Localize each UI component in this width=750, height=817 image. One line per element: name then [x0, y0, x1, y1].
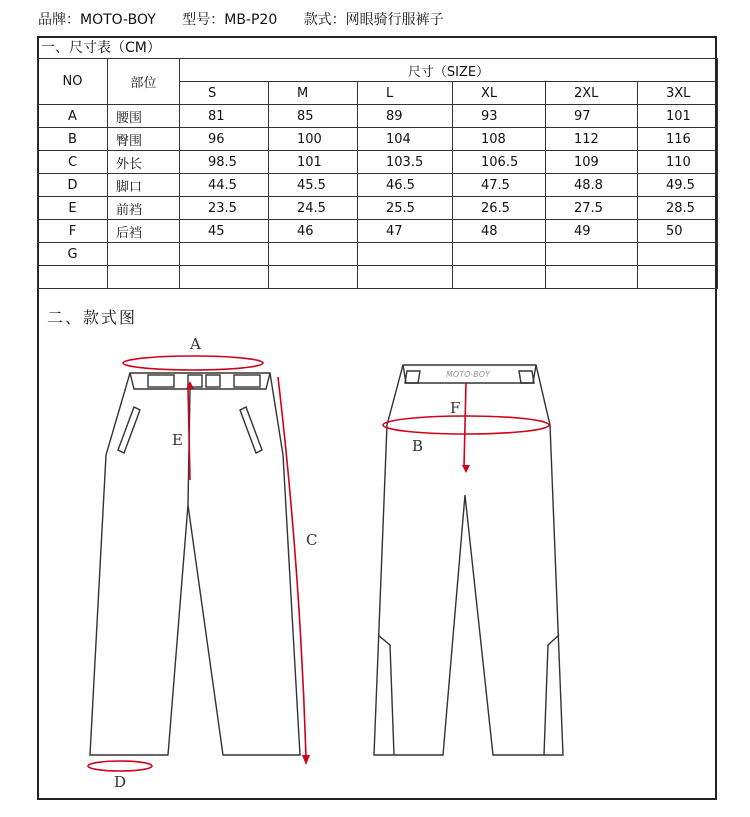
- row-part: 外长: [108, 151, 180, 174]
- size-header-xl: XL: [453, 82, 546, 105]
- back-pants-outline: [374, 365, 563, 755]
- label-e: E: [172, 431, 183, 449]
- row-no: D: [38, 174, 108, 197]
- row-no: C: [38, 151, 108, 174]
- size-value-cell: 28.5: [638, 197, 718, 220]
- size-table: [37, 58, 718, 289]
- size-value-cell: 101: [269, 151, 358, 174]
- size-value-cell: [180, 266, 269, 289]
- row-part: 腰围: [108, 105, 180, 128]
- size-value-cell: 49: [546, 220, 638, 243]
- label-a: A: [190, 335, 201, 353]
- size-header-s: S: [180, 82, 269, 105]
- row-part: 脚口: [108, 174, 180, 197]
- size-value-cell: 48.8: [546, 174, 638, 197]
- table-row: [38, 105, 718, 128]
- row-part: 臀围: [108, 128, 180, 151]
- size-value-cell: 49.5: [638, 174, 718, 197]
- header-part: 部位: [108, 59, 180, 105]
- size-value-cell: 112: [546, 128, 638, 151]
- size-value-cell: 96: [180, 128, 269, 151]
- back-rise-measure-line: [464, 383, 466, 467]
- row-no: [38, 266, 108, 289]
- size-value-cell: [269, 243, 358, 266]
- size-header-m: M: [269, 82, 358, 105]
- size-value-cell: 23.5: [180, 197, 269, 220]
- row-no: G: [38, 243, 108, 266]
- row-part: 前裆: [108, 197, 180, 220]
- back-logo: MOTO-BOY: [446, 370, 490, 379]
- size-value-cell: 101: [638, 105, 718, 128]
- size-value-cell: 85: [269, 105, 358, 128]
- size-value-cell: 46: [269, 220, 358, 243]
- size-value-cell: 104: [358, 128, 453, 151]
- label-b: B: [412, 437, 424, 455]
- size-value-cell: [358, 266, 453, 289]
- front-pants-outline: [90, 373, 300, 755]
- label-d: D: [114, 773, 127, 791]
- size-value-cell: [638, 243, 718, 266]
- table-row: [38, 174, 718, 197]
- size-value-cell: 93: [453, 105, 546, 128]
- size-value-cell: [269, 266, 358, 289]
- size-value-cell: 26.5: [453, 197, 546, 220]
- row-part: 后裆: [108, 220, 180, 243]
- size-value-cell: 89: [358, 105, 453, 128]
- style-diagram-title: 二、款式图: [47, 308, 138, 327]
- size-value-cell: [638, 266, 718, 289]
- label-f: F: [450, 399, 461, 417]
- row-no: E: [38, 197, 108, 220]
- size-value-cell: 106.5: [453, 151, 546, 174]
- size-value-cell: 108: [453, 128, 546, 151]
- size-value-cell: 116: [638, 128, 718, 151]
- model-label: 型号：MB-P20: [182, 12, 278, 28]
- waist-measure-line: [123, 356, 263, 370]
- row-part: [108, 243, 180, 266]
- size-value-cell: 81: [180, 105, 269, 128]
- size-value-cell: 47.5: [453, 174, 546, 197]
- table-row: [38, 151, 718, 174]
- hip-measure-line: [383, 416, 549, 434]
- size-value-cell: 98.5: [180, 151, 269, 174]
- table-row: [38, 243, 718, 266]
- size-value-cell: [546, 266, 638, 289]
- size-value-cell: [546, 243, 638, 266]
- size-value-cell: [180, 243, 269, 266]
- row-no: B: [38, 128, 108, 151]
- size-value-cell: 24.5: [269, 197, 358, 220]
- label-c: C: [306, 531, 318, 549]
- hem-measure-line: [88, 761, 152, 771]
- size-value-cell: 45.5: [269, 174, 358, 197]
- brand-label: 品牌：MOTO-BOY: [38, 12, 156, 28]
- header-no: NO: [38, 59, 108, 105]
- size-value-cell: 47: [358, 220, 453, 243]
- size-value-cell: 48: [453, 220, 546, 243]
- size-value-cell: 44.5: [180, 174, 269, 197]
- header-size-group: 尺寸（SIZE）: [180, 59, 718, 82]
- size-value-cell: 103.5: [358, 151, 453, 174]
- row-no: F: [38, 220, 108, 243]
- size-value-cell: 97: [546, 105, 638, 128]
- table-row: [38, 128, 718, 151]
- size-value-cell: [453, 243, 546, 266]
- product-header: [38, 9, 466, 29]
- size-value-cell: 46.5: [358, 174, 453, 197]
- size-value-cell: 25.5: [358, 197, 453, 220]
- size-value-cell: 27.5: [546, 197, 638, 220]
- row-part: [108, 266, 180, 289]
- size-header-3xl: 3XL: [638, 82, 718, 105]
- size-value-cell: 109: [546, 151, 638, 174]
- size-header-2xl: 2XL: [546, 82, 638, 105]
- style-label: 款式：网眼骑行服裤子: [303, 12, 444, 28]
- table-row: [38, 220, 718, 243]
- size-value-cell: [358, 243, 453, 266]
- size-header-l: L: [358, 82, 453, 105]
- size-value-cell: [453, 266, 546, 289]
- size-value-cell: 100: [269, 128, 358, 151]
- outseam-measure-line: [278, 377, 306, 757]
- pants-diagram: [38, 325, 714, 795]
- table-row: [38, 197, 718, 220]
- size-value-cell: 45: [180, 220, 269, 243]
- size-chart-title: 一、尺寸表（CM）: [41, 40, 161, 56]
- row-no: A: [38, 105, 108, 128]
- table-row: [38, 266, 718, 289]
- size-value-cell: 50: [638, 220, 718, 243]
- size-value-cell: 110: [638, 151, 718, 174]
